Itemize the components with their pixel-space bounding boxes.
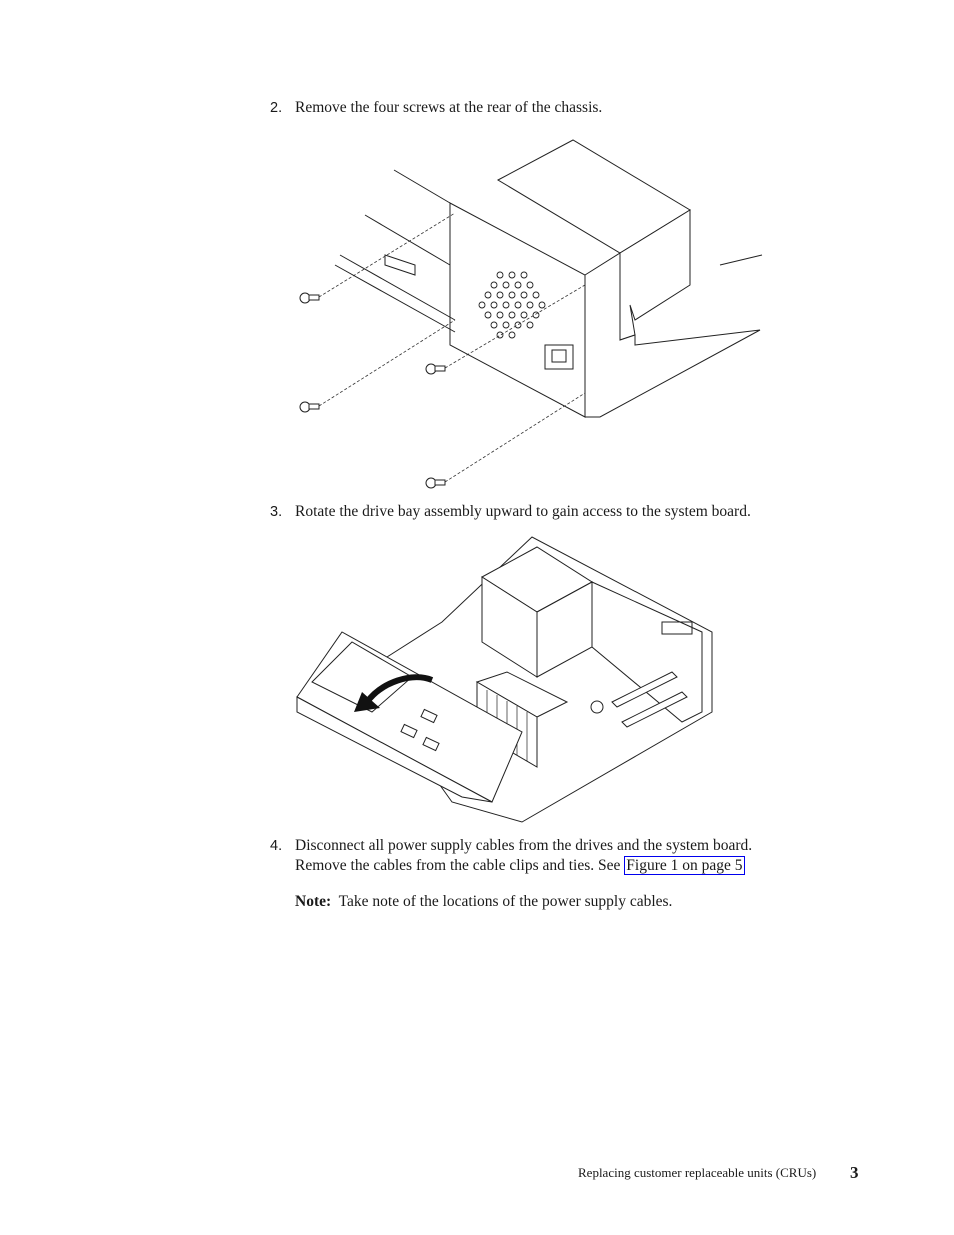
rear-chassis-screws-illustration [290, 135, 765, 495]
page-footer [578, 1163, 858, 1185]
step-number: 4. [270, 838, 283, 854]
note-label: Note: [295, 893, 332, 910]
step-text-line-2 [295, 856, 745, 876]
figure-cross-reference-link[interactable]: Figure 1 on page 5 [626, 857, 743, 874]
note-text: Take note of the locations of the power supply cables. [338, 893, 673, 910]
step-number: 2. [270, 100, 283, 116]
step-number: 3. [270, 504, 283, 520]
step-text-line-1: Disconnect all power supply cables from the drives and the system board. [295, 837, 753, 854]
page-number: 3 [850, 1163, 859, 1182]
step-text: Rotate the drive bay assembly upward to gain access to the system board. [295, 503, 751, 520]
note [295, 892, 672, 912]
drive-bay-rotate-illustration [292, 532, 722, 828]
step-text-line-2-prefix: Remove the cables from the cable clips and ties. See [295, 857, 625, 874]
step-text: Remove the four screws at the rear of the chassis. [295, 99, 603, 116]
footer-section-title: Replacing customer replaceable units (CRUs) [578, 1165, 817, 1180]
